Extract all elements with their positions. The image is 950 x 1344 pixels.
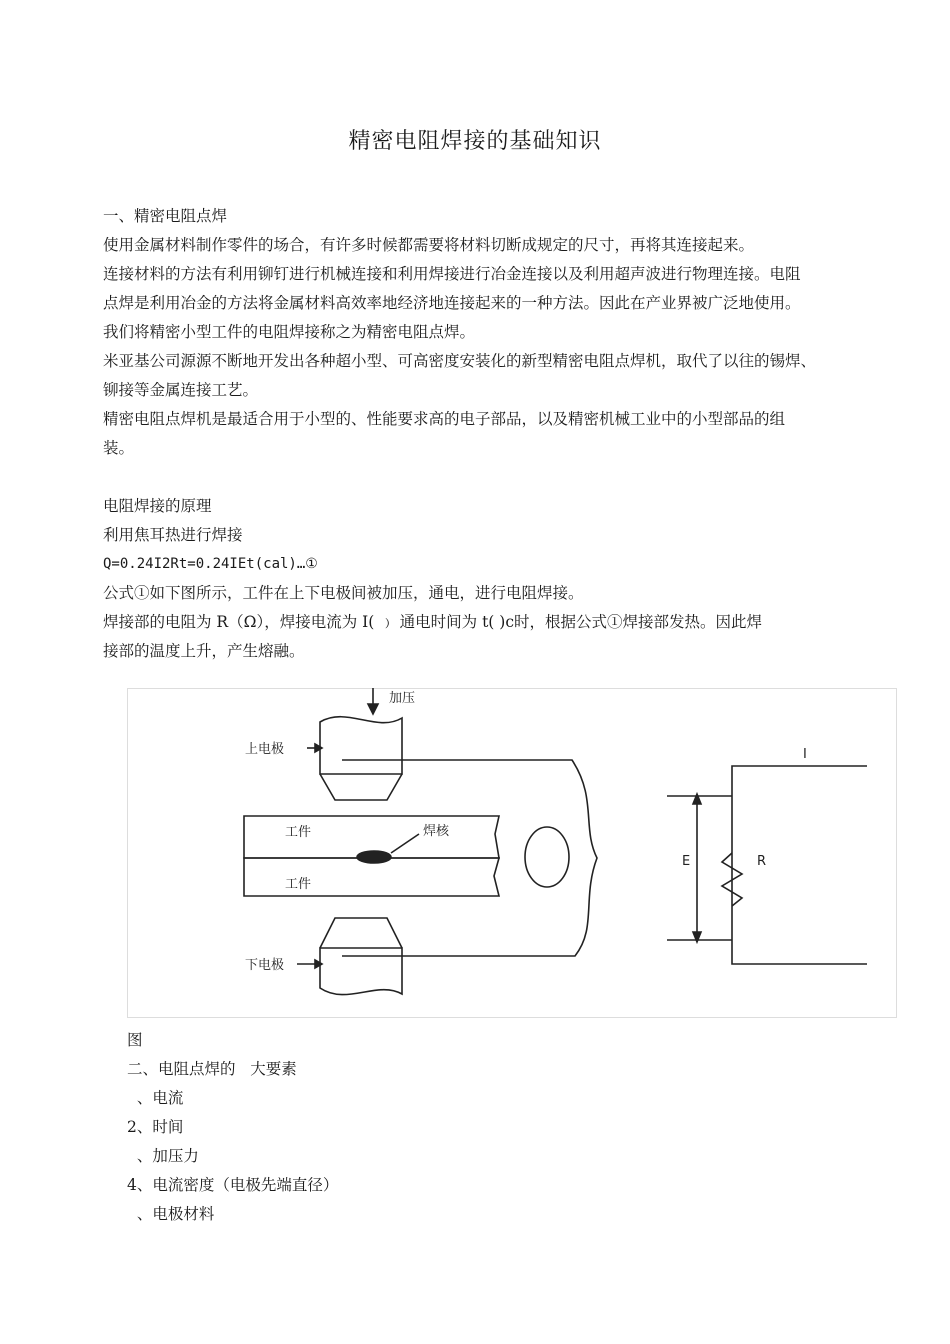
upper-electrode-body <box>320 717 402 774</box>
section-1-heading: 一、精密电阻点焊 <box>103 207 228 225</box>
pressure-arrow-head <box>368 704 378 714</box>
upper-electrode-tip <box>320 774 402 800</box>
label-upper-electrode: 上电极 <box>245 742 285 757</box>
section-1 <box>103 202 863 666</box>
list-item: 、电流 <box>127 1089 184 1107</box>
diagram-frame <box>128 689 897 1018</box>
paragraph-line: 装。 <box>103 439 135 457</box>
label-pressure: 加压 <box>389 691 416 706</box>
factor-list <box>127 1026 338 1229</box>
list-item: 2、时间 <box>127 1118 184 1136</box>
paragraph-line: 米亚基公司源源不断地开发出各种超小型、可高密度安装化的新型精密电阻点焊机，取代了以往的锡焊、 <box>103 352 817 370</box>
page-title: 精密电阻焊接的基础知识 <box>348 129 602 154</box>
resistance-welding-diagram <box>127 688 897 1018</box>
paragraph-line: 焊接部的电阻为 R（Ω），焊接电流为 I( ﹚ 通电时间为 t( )c时，根据公式①焊接部发热。因此焊 <box>103 613 763 631</box>
principle-heading: 电阻焊接的原理 <box>103 497 212 515</box>
label-workpiece-bottom: 工件 <box>285 877 312 892</box>
paragraph-line: 点焊是利用冶金的方法将金属材料高效率地经济地连接起来的一种方法。因此在产业界被广泛地使用。 <box>103 294 801 312</box>
label-resistance: R <box>757 854 767 869</box>
paragraph-line: 利用焦耳热进行焊接 <box>103 526 243 544</box>
label-current: I <box>803 747 807 762</box>
label-lower-electrode: 下电极 <box>245 958 285 973</box>
transformer-core <box>525 827 569 887</box>
label-workpiece-top: 工件 <box>285 825 312 840</box>
list-heading: 二、电阻点焊的 大要素 <box>127 1060 297 1078</box>
circuit-wire-right <box>732 766 867 964</box>
list-item: 4、电流密度（电极先端直径） <box>127 1176 339 1194</box>
label-voltage: E <box>682 854 691 869</box>
lower-electrode-tip <box>320 918 402 948</box>
paragraph-line: 使用金属材料制作零件的场合，有许多时候都需要将材料切断成规定的尺寸，再将其连接起来。 <box>103 236 755 254</box>
formula: Q=0.24I2Rt=0.24IEt(cal)…① <box>103 556 318 572</box>
lower-electrode-body <box>320 948 402 995</box>
paragraph-line: 精密电阻点焊机是最适合用于小型的、性能要求高的电子部品，以及精密机械工业中的小型部品的组 <box>103 410 786 428</box>
figure-caption: 图 <box>127 1031 143 1049</box>
paragraph-line: 接部的温度上升，产生熔融。 <box>103 642 305 660</box>
weld-nugget <box>357 851 391 863</box>
paragraph-line: 铆接等金属连接工艺。 <box>103 381 259 399</box>
diagram-svg <box>127 688 897 1018</box>
label-weld-nugget: 焊核 <box>423 824 450 839</box>
nugget-pointer <box>391 834 419 853</box>
list-item: 、电极材料 <box>127 1205 215 1223</box>
paragraph-line: 连接材料的方法有利用铆钉进行机械连接和利用焊接进行冶金连接以及利用超声波进行物理连接。电阻 <box>103 265 801 283</box>
list-item: 、加压力 <box>127 1147 199 1165</box>
paragraph-line: 公式①如下图所示，工件在上下电极间被加压，通电，进行电阻焊接。 <box>103 584 584 602</box>
paragraph-line: 我们将精密小型工件的电阻焊接称之为精密电阻点焊。 <box>103 323 476 341</box>
